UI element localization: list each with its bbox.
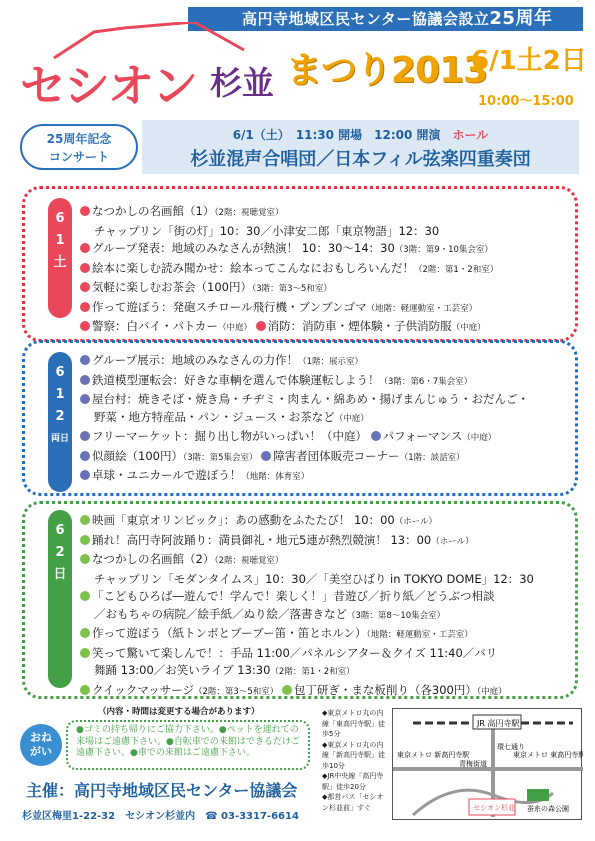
- please-text: ●ゴミの持ち帰りにご協力下さい。●ペットを連れての来場はご遠慮下さい。●自転車での来館はできるだけご遠慮下さい。●車での来館はご遠慮下さい。: [66, 720, 310, 770]
- program-text: 屋台村：焼きそば・焼き鳥・チヂミ・肉まん・綿あめ・揚げまんじゅう・おだんご・: [92, 392, 529, 406]
- access-line: ◆JR中央線「高円寺駅」徒歩20分: [322, 772, 384, 791]
- program-location: （中庭）: [462, 433, 497, 443]
- program-text: フリーマーケット：掘り出し物がいっぱい！（中庭）: [92, 429, 367, 443]
- bullet-icon: [80, 515, 90, 525]
- program-location: （2階：第3～5和室）: [194, 686, 279, 697]
- program-location: （地階：体育室）: [241, 472, 310, 482]
- program-item: [80, 391, 575, 409]
- program-text: 気軽に楽しむお茶会（100円）: [92, 280, 252, 294]
- please-label1: おね: [30, 731, 52, 744]
- map-venue-label: セシオン杉並: [473, 804, 515, 812]
- organizer: 主催：高円寺地域区民センター協議会: [26, 781, 298, 800]
- map-station-right: 東京メトロ 東高円寺駅: [513, 751, 583, 759]
- program-item: [80, 299, 575, 319]
- program-location: （3階：第6・7集会室）: [379, 376, 473, 387]
- access-line: ◆東京メトロ丸の内線「新高円寺駅」徒歩10分: [322, 740, 385, 770]
- day2-program-list: [80, 512, 575, 701]
- logo-sub-text: 杉並: [210, 64, 275, 102]
- program-location: （ホール）: [394, 517, 438, 527]
- program-item: [80, 625, 575, 645]
- program-text: グループ発表：地域のみなさんが熱演！ 10：30～14：30: [92, 241, 395, 255]
- program-text: なつかしの名画館（2）: [92, 552, 215, 566]
- program-item: [80, 532, 575, 552]
- bullet-icon: [80, 375, 90, 385]
- program-location: （3階：第9・10集会室）: [394, 245, 493, 255]
- program-item: [80, 318, 575, 338]
- program-text: 舞踊 13:00／お笑いライブ 13:30: [94, 663, 271, 677]
- program-item: [80, 260, 575, 280]
- program-location: （中庭）: [451, 323, 486, 333]
- program-text: クイックマッサージ: [92, 682, 195, 697]
- tab-day: 1: [55, 233, 65, 248]
- program-item: [80, 203, 575, 223]
- program-item: [80, 467, 575, 487]
- park-marker: [527, 789, 549, 801]
- festival-hours: 10:00～15:00: [478, 94, 574, 109]
- program-location: （ホール）: [431, 536, 474, 547]
- tab-month: 6: [55, 211, 65, 226]
- bullet-icon: [80, 282, 90, 292]
- program-item: [80, 606, 575, 626]
- program-location: （3階：第5集会室）: [182, 452, 258, 463]
- bullet-icon: [80, 263, 90, 273]
- badge-line1: 25周年記念: [46, 132, 112, 146]
- program-item: [80, 551, 575, 571]
- program-item: [80, 682, 575, 702]
- day1-tab: [48, 198, 72, 318]
- program-item: [80, 240, 575, 260]
- organizer-address: 杉並区梅里1-22-32 セシオン杉並内 ☎ 03-3317-6614: [22, 811, 299, 822]
- concert-schedule: 6/1（土） 11:30 開場 12:00 開演: [232, 128, 453, 142]
- program-text: チャップリン「街の灯」10：30／小津安二郎「東京物語」12：30: [94, 223, 440, 238]
- both-days-tab: [48, 352, 72, 492]
- festival-dates: 6/1土2日: [471, 46, 587, 76]
- tab-weekday: 土: [53, 255, 67, 270]
- program-location: （2階：第1・2和室）: [270, 667, 355, 677]
- bullet-icon: [80, 206, 90, 216]
- program-item: [80, 448, 575, 468]
- bullet-icon: [80, 685, 90, 695]
- program-text: 似顔絵（100円）: [92, 448, 183, 463]
- bullet-icon: [80, 554, 90, 564]
- day1-program-list: [80, 203, 575, 338]
- map-street2: 青梅街道: [459, 760, 487, 768]
- bullet-icon: [261, 451, 271, 461]
- concert-venue: ホール: [452, 128, 489, 142]
- bullet-icon: [256, 321, 266, 331]
- bullet-icon: [371, 431, 381, 441]
- concert-info: [142, 120, 579, 174]
- both-days-program-list: [80, 352, 575, 487]
- bullet-icon: [80, 302, 90, 312]
- bullet-icon: [80, 535, 90, 545]
- please-badge: [20, 724, 62, 766]
- program-item: [80, 409, 575, 429]
- map-street1: 環七通り: [497, 743, 525, 751]
- tab-day: 2: [55, 545, 65, 560]
- program-location: （3階：第3～5和室）: [251, 284, 332, 294]
- bullet-icon: [80, 628, 90, 638]
- program-location: （2階：第1・2和室）: [414, 264, 499, 275]
- access-line: ◆東京メトロ丸の内線「東高円寺駅」徒歩5分: [322, 709, 385, 738]
- bullet-icon: [282, 685, 292, 695]
- program-location: （中庭）: [217, 323, 252, 333]
- change-notice: （内容・時間は変更する場合があります）: [98, 707, 260, 717]
- tab-day1: 1: [55, 387, 65, 402]
- program-location: （中庭）: [334, 413, 369, 424]
- program-item: [80, 645, 575, 663]
- tab-weekday: 日: [53, 567, 67, 582]
- program-text: 障害者団体販売コーナー: [273, 448, 400, 463]
- bullet-icon: [80, 321, 90, 331]
- program-item: [80, 372, 575, 392]
- program-text: 包丁研ぎ・まな板削り（各300円）: [293, 682, 477, 697]
- program-text: 踊れ！高円寺阿波踊り：満員御礼・地元5連が熱烈競演！ 13：00: [92, 532, 432, 547]
- tab-month: 6: [55, 365, 65, 380]
- badge-line2: コンサート: [48, 150, 109, 164]
- festival-title: まつり2013: [286, 50, 488, 91]
- program-text: パフォーマンス: [382, 429, 463, 443]
- program-location: （2階：視聴覚室）: [214, 556, 284, 566]
- program-location: （2階：視聴覚室）: [214, 208, 284, 218]
- bullet-icon: [80, 470, 90, 480]
- program-text: 消防：消防車・煙体験・子供消防服: [267, 319, 452, 333]
- program-location: （地階：軽運動室・工芸室）: [366, 303, 478, 314]
- program-location: （3階：第8～10集会室）: [347, 610, 446, 621]
- program-text: 卓球・ユニカールで遊ぼう！: [92, 468, 242, 482]
- tab-month: 6: [55, 523, 65, 538]
- tab-day2: 2: [55, 409, 65, 424]
- concert-schedule-line: [142, 126, 579, 143]
- program-item: [80, 662, 575, 682]
- access-map: [392, 708, 582, 820]
- banner-years: 25周年: [489, 8, 553, 29]
- bullet-icon: [80, 431, 90, 441]
- program-location: （中庭）: [476, 686, 507, 697]
- program-text: 作って遊ぼう：発砲スチロール飛行機・ブンブンゴマ: [92, 299, 367, 314]
- bullet-icon: [80, 355, 90, 365]
- bullet-icon: [80, 648, 90, 658]
- please-label2: がい: [30, 745, 52, 758]
- map-park-label: 蚕糸の森公園: [527, 805, 569, 813]
- logo-main-text: セシオン: [20, 59, 196, 113]
- banner-text: 高円寺地域区民センター協議会設立: [242, 10, 490, 28]
- program-text: なつかしの名画館（1）: [92, 204, 215, 218]
- program-text: 作って遊ぼう（紙トンボとブーブー笛・笛とホルン）: [92, 626, 367, 640]
- program-text: ／おもちゃの病院／絵手紙／ぬり絵／落書きなど: [94, 606, 347, 621]
- program-item: [80, 571, 575, 589]
- program-location: （1階：談話室）: [399, 452, 465, 463]
- program-item: [80, 512, 575, 532]
- program-location: （地階：軽運動室・工芸室）: [366, 630, 473, 640]
- map-jr-label: JR 高円寺駅: [477, 719, 520, 728]
- program-text: 「こどもひろば―遊んで！学んで！楽しく！」昔遊び／折り紙／どうぶつ相談: [92, 589, 495, 603]
- map-station-left: 東京メトロ 新高円寺駅: [397, 751, 470, 759]
- program-text: 野菜・地方特産品・パン・ジュース・お茶など: [94, 409, 335, 424]
- day2-tab: [48, 510, 72, 688]
- program-text: 絵本に楽しむ読み聞かせ：絵本ってこんなにおもしろいんだ！: [92, 260, 414, 275]
- program-location: （1階：展示室）: [298, 357, 363, 367]
- program-text: 鉄道模型運転会：好きな車輌を選んで体験運転しよう！: [92, 372, 380, 387]
- concert-performers: 杉並混声合唱団／日本フィル弦楽四重奏団: [190, 149, 531, 170]
- program-item: [80, 428, 575, 448]
- bullet-icon: [80, 394, 90, 404]
- program-text: チャップリン「モダンタイムス」10：30／「美空ひばり in TOKYO DOME」12：30: [94, 571, 534, 586]
- program-item: [80, 352, 575, 372]
- tab-both-days: 両日: [50, 434, 69, 444]
- bullet-icon: [80, 451, 90, 461]
- program-item: [80, 588, 575, 606]
- map-drawing: [393, 709, 583, 821]
- program-item: [80, 279, 575, 299]
- program-item: [80, 223, 575, 241]
- bullet-icon: [80, 243, 90, 253]
- concert-badge: [20, 124, 138, 170]
- access-info: [322, 708, 388, 813]
- access-line: ◆都営バス「セシオン杉並前」すぐ: [322, 793, 384, 812]
- program-text: 映画「東京オリンピック」：あの感動をふたたび！ 10：00: [92, 513, 395, 527]
- festival-logo: [14, 22, 284, 113]
- bullet-icon: [80, 591, 90, 601]
- program-text: 警察：白バイ・パトカー: [92, 319, 218, 333]
- program-text: グループ展示：地域のみなさんの力作！: [92, 353, 299, 367]
- program-text: 笑って驚いて楽しんで！：手品 11:00／パネルシアター＆クイズ 11:40／バリ: [92, 645, 498, 660]
